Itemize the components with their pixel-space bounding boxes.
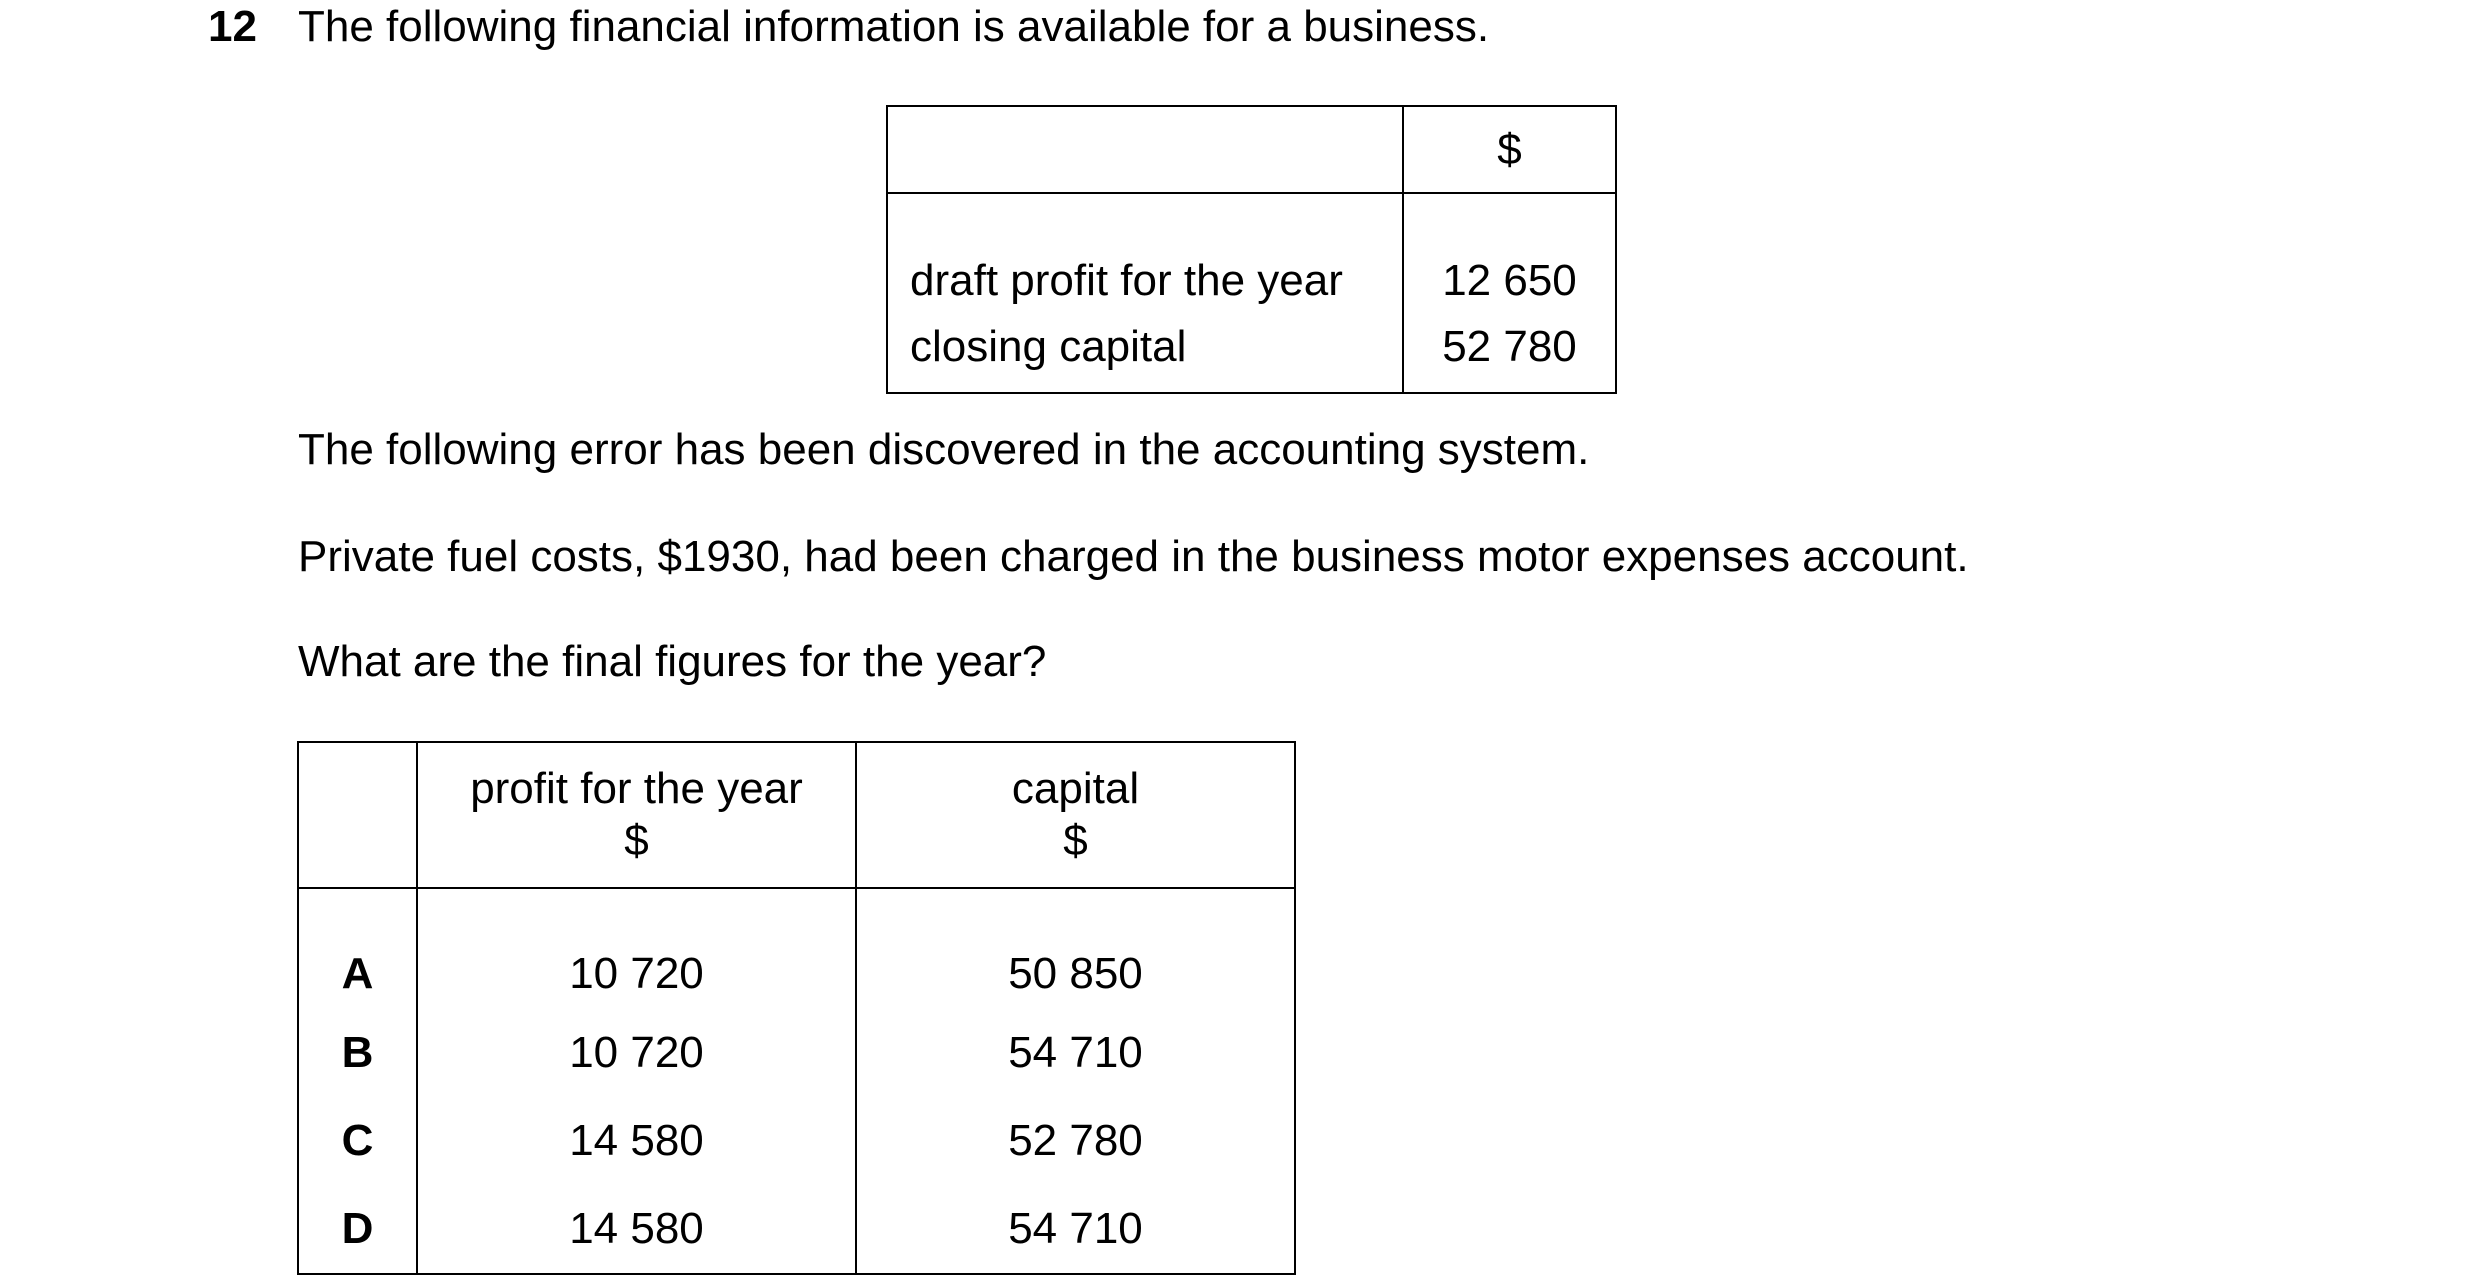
error-intro-text: The following error has been discovered in the accounting system. — [298, 425, 1590, 474]
info-table-blank-header — [887, 106, 1403, 193]
option-profit: 10 720 — [417, 888, 856, 1009]
option-profit: 10 720 — [417, 1009, 856, 1097]
option-capital: 50 850 — [856, 888, 1295, 1009]
option-key: A — [298, 888, 417, 1009]
info-table-row — [887, 193, 1616, 322]
info-row-value: 12 650 — [1403, 193, 1616, 322]
financial-info-table — [886, 105, 1617, 394]
option-key: D — [298, 1185, 417, 1274]
option-profit: 14 580 — [417, 1185, 856, 1274]
capital-column-header — [856, 742, 1295, 888]
option-row-a[interactable] — [298, 888, 1295, 1009]
option-row-c[interactable] — [298, 1097, 1295, 1185]
options-blank-header — [298, 742, 417, 888]
info-row-label: closing capital — [887, 322, 1403, 393]
info-table-row — [887, 322, 1616, 393]
option-key: C — [298, 1097, 417, 1185]
error-detail-text: Private fuel costs, $1930, had been charged in the business motor expenses account. — [298, 532, 1969, 581]
capital-header-unit: $ — [1063, 816, 1088, 865]
option-capital: 52 780 — [856, 1097, 1295, 1185]
profit-header-title: profit for the year — [470, 764, 803, 813]
profit-column-header — [417, 742, 856, 888]
option-row-d[interactable] — [298, 1185, 1295, 1274]
question-prompt: What are the final figures for the year? — [298, 637, 1047, 686]
option-row-b[interactable] — [298, 1009, 1295, 1097]
option-capital: 54 710 — [856, 1009, 1295, 1097]
option-key: B — [298, 1009, 417, 1097]
profit-header-unit: $ — [624, 816, 649, 865]
info-table-header-row — [887, 106, 1616, 193]
question-intro: The following financial information is available for a business. — [298, 2, 1490, 51]
option-profit: 14 580 — [417, 1097, 856, 1185]
option-capital: 54 710 — [856, 1185, 1295, 1274]
info-row-value: 52 780 — [1403, 322, 1616, 393]
options-header-row — [298, 742, 1295, 888]
question-number: 12 — [208, 2, 257, 51]
answer-options-table — [297, 741, 1296, 1275]
capital-header-title: capital — [1011, 764, 1140, 813]
info-row-label: draft profit for the year — [887, 193, 1403, 322]
info-table-currency-header: $ — [1403, 106, 1616, 193]
